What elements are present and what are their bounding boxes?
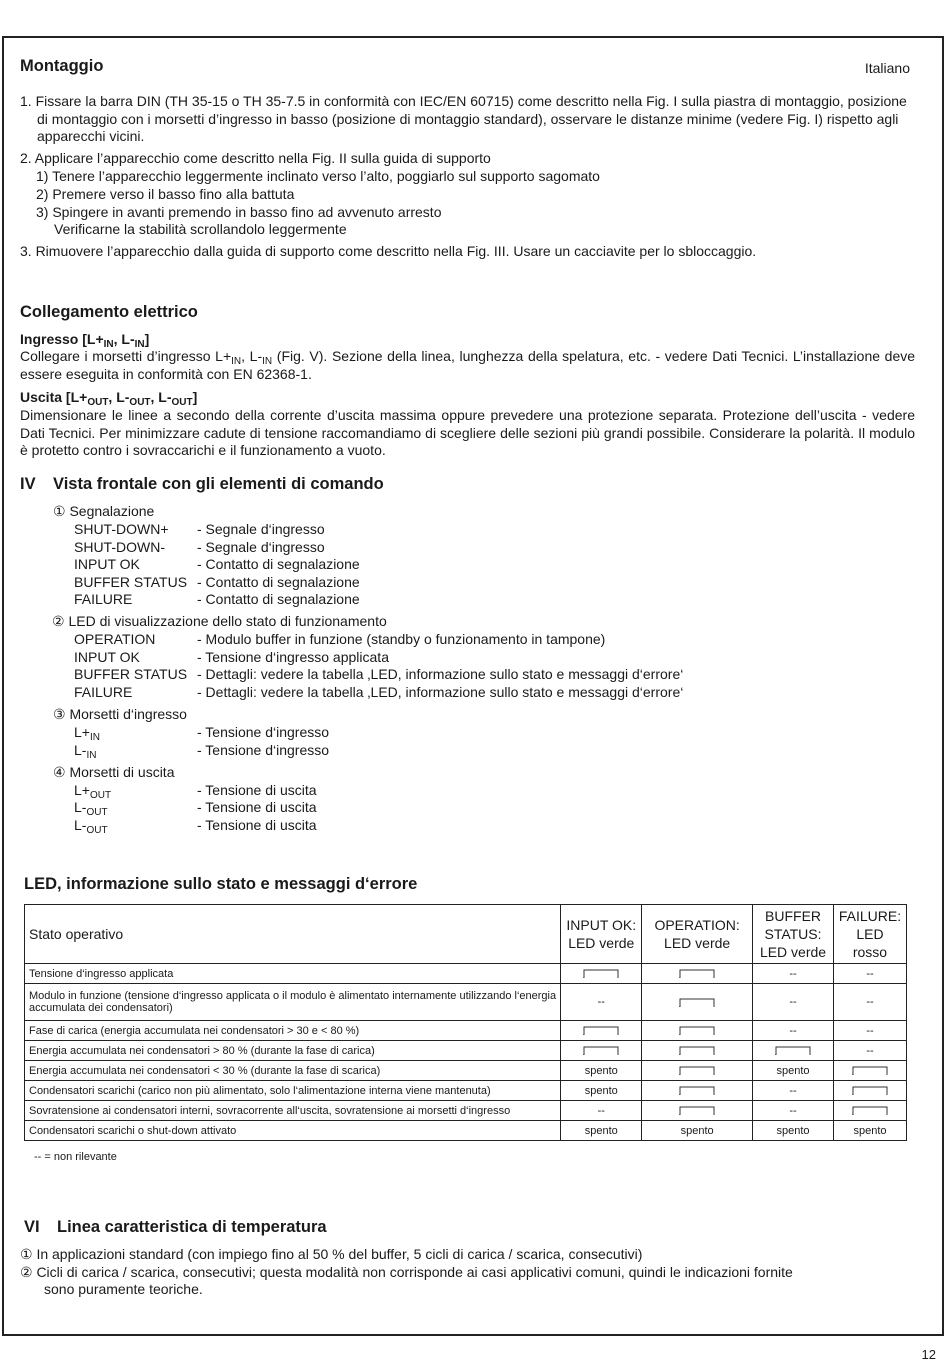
- col-buffer-status: BUFFER STATUS: LED verde: [753, 905, 834, 964]
- led-desc-0: - Modulo buffer in funzione (standby o funzionamento in tampone): [197, 631, 606, 647]
- group-4-header: ④ Morsetti di uscita: [53, 764, 175, 780]
- signal-key-1: SHUT-DOWN-: [74, 538, 165, 555]
- table-row: [25, 964, 907, 984]
- led-cell-text: --: [753, 1101, 834, 1121]
- group-2-header: ② LED di visualizzazione dello stato di funzionamento: [52, 613, 387, 629]
- led-key-2: BUFFER STATUS: [74, 666, 188, 683]
- signal-key-4: FAILURE: [74, 591, 133, 608]
- montaggio-step-2: 2. Applicare l’apparecchio come descritto nella Fig. II sulla guida di supporto: [20, 150, 491, 166]
- led-on-icon: [833, 1081, 906, 1101]
- group-3-header: ③ Morsetti d‘ingresso: [53, 706, 187, 722]
- signal-desc-2: - Contatto di segnalazione: [197, 556, 360, 573]
- led-cell-text: spento: [833, 1121, 906, 1141]
- table-row: [25, 1061, 907, 1081]
- signal-desc-1: - Segnale d‘ingresso: [197, 538, 325, 555]
- led-cell-text: spento: [561, 1121, 642, 1141]
- vista-number: IV: [20, 475, 36, 493]
- terminal-l-minus-in: $L-_{IN}$: [74, 742, 97, 761]
- led-cell-text: spento: [753, 1061, 834, 1081]
- led-cell-text: --: [833, 984, 906, 1021]
- led-on-icon: [561, 964, 642, 984]
- montaggio-step-2-3: 3) Spingere in avanti premendo in basso fino ad avvenuto arresto: [36, 204, 442, 220]
- ingresso-text: Collegare i morsetti d’ingresso $L+_{IN}$, $L-_{IN}$ (Fig. V). Sezione della linea, lunghezza della spelatura, etc. - vedere Dati Tecnici. L’installazione deve essere eseguita in conformità con EN 62368-1.: [20, 348, 916, 382]
- led-cell-text: --: [753, 984, 834, 1021]
- temp-note-2: ② Cicli di carica / scarica, consecutivi; questa modalità non corrisponde ai casi applicativi comuni, quindi le indicazioni fornite: [20, 1264, 793, 1280]
- signal-desc-4: - Contatto di segnalazione: [197, 591, 360, 608]
- montaggio-step-1: 1. Fissare la barra DIN (TH 35-15 o TH 35-7.5 in conformità con IEC/EN 60715) come descritto nella Fig. I sulla piastra di montaggio, posizione di montaggio con i morsetti d’ingresso in basso (posizione di montaggio standard), osservare le distanze minime (vedere Fig. I) rispetto agli apparecchi vicini.: [20, 93, 907, 145]
- led-key-1: INPUT OK: [74, 648, 140, 665]
- uscita-heading: Uscita [$L+_{OUT}$, $L-_{OUT}$, $L-_{OUT}$]: [20, 389, 198, 408]
- table-row: [25, 1021, 907, 1041]
- row-label: Modulo in funzione (tensione d‘ingresso applicata o il modulo è alimentato internamente utilizzando l‘energia accumulata dei condensatori): [25, 984, 561, 1021]
- row-label: Condensatori scarichi o shut-down attivato: [25, 1121, 561, 1141]
- ingresso-heading: Ingresso [$L+_{IN}$, $L-_{IN}$]: [20, 331, 150, 350]
- row-label: Sovratensione ai condensatori interni, sovracorrente all‘uscita, sovratensione ai morsetti d‘ingresso: [25, 1101, 561, 1121]
- col-operation: OPERATION: LED verde: [642, 905, 753, 964]
- led-on-icon: [642, 1041, 753, 1061]
- collegamento-title: Collegamento elettrico: [20, 303, 198, 321]
- led-cell-text: --: [753, 964, 834, 984]
- language-label: Italiano: [864, 60, 910, 76]
- row-label: Tensione d‘ingresso applicata: [25, 964, 561, 984]
- uscita-text: Dimensionare le linee a secondo della corrente d’uscita massima oppure prevedere una protezione separata. Protezione dell’uscita - vedere Dati Tecnici. Per minimizzare cadute di tensione raccomandiamo di scegliere delle sezioni più grandi possibile. Considerare la polarità. Il modulo è protetto contro i sovraccarichi e il funzionamento a vuoto.: [20, 407, 915, 459]
- terminal-l-plus-out: $L+_{OUT}$: [74, 782, 112, 801]
- led-cell-text: --: [833, 964, 906, 984]
- vista-title: Vista frontale con gli elementi di comando: [53, 475, 384, 493]
- row-label: Fase di carica (energia accumulata nei condensatori > 30 e < 80 %): [25, 1021, 561, 1041]
- led-cell-text: --: [561, 1101, 642, 1121]
- led-on-icon: [833, 1061, 906, 1081]
- led-cell-text: --: [753, 1021, 834, 1041]
- led-cell-text: spento: [642, 1121, 753, 1141]
- led-on-icon: [642, 1061, 753, 1081]
- led-cell-text: --: [753, 1081, 834, 1101]
- led-desc-1: - Tensione d‘ingresso applicata: [197, 648, 389, 665]
- group-1-header: ① Segnalazione: [53, 503, 155, 519]
- led-on-icon: [642, 964, 753, 984]
- led-cell-text: spento: [561, 1081, 642, 1101]
- signal-desc-3: - Contatto di segnalazione: [197, 573, 360, 590]
- led-desc-3: - Dettagli: vedere la tabella ‚LED, informazione sullo stato e messaggi d‘errore‘: [197, 683, 684, 700]
- terminal-l-minus-out-1: $L-_{OUT}$: [74, 799, 108, 818]
- col-input-ok: INPUT OK: LED verde: [561, 905, 642, 964]
- terminal-l-plus-in-desc: - Tensione d‘ingresso: [197, 724, 330, 740]
- signal-key-0: SHUT-DOWN+: [74, 521, 169, 537]
- led-key-3: FAILURE: [74, 683, 133, 700]
- terminal-l-minus-out-2-desc: - Tensione di uscita: [197, 817, 317, 833]
- led-table-title: LED, informazione sullo stato e messaggi d‘errore: [24, 875, 418, 893]
- terminal-l-plus-in: $L+_{IN}$: [74, 724, 100, 743]
- led-on-icon: [561, 1021, 642, 1041]
- led-key-0: OPERATION: [74, 631, 156, 647]
- temp-note-2-cont: sono puramente teoriche.: [44, 1281, 203, 1297]
- led-cell-text: --: [561, 984, 642, 1021]
- terminal-l-minus-out-2: $L-_{OUT}$: [74, 817, 108, 836]
- led-on-icon: [642, 1021, 753, 1041]
- led-on-icon: [642, 1081, 753, 1101]
- col-stato: Stato operativo: [25, 905, 561, 964]
- signal-desc-0: - Segnale d‘ingresso: [197, 521, 325, 537]
- montaggio-step-2-note: Verificarne la stabilità scrollandolo leggermente: [54, 221, 347, 237]
- temp-title: Linea caratteristica di temperatura: [57, 1218, 327, 1236]
- temp-note-1: ① In applicazioni standard (con impiego fino al 50 % del buffer, 5 cicli di carica / scarica, consecutivi): [20, 1246, 643, 1262]
- led-status-table: [24, 904, 907, 1141]
- terminal-l-plus-out-desc: - Tensione di uscita: [197, 782, 317, 798]
- terminal-l-minus-out-1-desc: - Tensione di uscita: [197, 799, 317, 815]
- led-cell-text: spento: [753, 1121, 834, 1141]
- led-cell-text: --: [833, 1041, 906, 1061]
- led-on-icon: [833, 1101, 906, 1121]
- signal-key-2: INPUT OK: [74, 556, 140, 573]
- table-row: [25, 1041, 907, 1061]
- row-label: Energia accumulata nei condensatori > 80 % (durante la fase di carica): [25, 1041, 561, 1061]
- led-on-icon: [642, 1101, 753, 1121]
- led-desc-2: - Dettagli: vedere la tabella ‚LED, informazione sullo stato e messaggi d‘errore‘: [197, 666, 684, 683]
- led-cell-text: --: [833, 1021, 906, 1041]
- row-label: Condensatori scarichi (carico non più alimentato, solo l‘alimentazione interna viene mantenuta): [25, 1081, 561, 1101]
- temp-number: VI: [24, 1218, 40, 1236]
- table-row: [25, 1101, 907, 1121]
- montaggio-step-3: 3. Rimuovere l’apparecchio dalla guida di supporto come descritto nella Fig. III. Usare un cacciavite per lo sbloccaggio.: [20, 243, 757, 259]
- montaggio-title: Montaggio: [20, 57, 104, 75]
- table-note: -- = non rilevante: [34, 1151, 117, 1163]
- led-on-icon: [753, 1041, 834, 1061]
- col-failure: FAILURE: LED rosso: [833, 905, 906, 964]
- table-row: [25, 984, 907, 1021]
- led-on-icon: [642, 984, 753, 1021]
- signal-key-3: BUFFER STATUS: [74, 573, 188, 590]
- row-label: Energia accumulata nei condensatori < 30 % (durante la fase di scarica): [25, 1061, 561, 1081]
- terminal-l-minus-in-desc: - Tensione d‘ingresso: [197, 742, 330, 758]
- montaggio-step-2-2: 2) Premere verso il basso fino alla battuta: [36, 186, 295, 202]
- led-on-icon: [561, 1041, 642, 1061]
- table-row: [25, 1081, 907, 1101]
- table-row: [25, 1121, 907, 1141]
- montaggio-step-2-1: 1) Tenere l’apparecchio leggermente inclinato verso l’alto, poggiarlo sul supporto sagomato: [36, 168, 600, 184]
- led-cell-text: spento: [561, 1061, 642, 1081]
- page-number: 12: [921, 1347, 936, 1362]
